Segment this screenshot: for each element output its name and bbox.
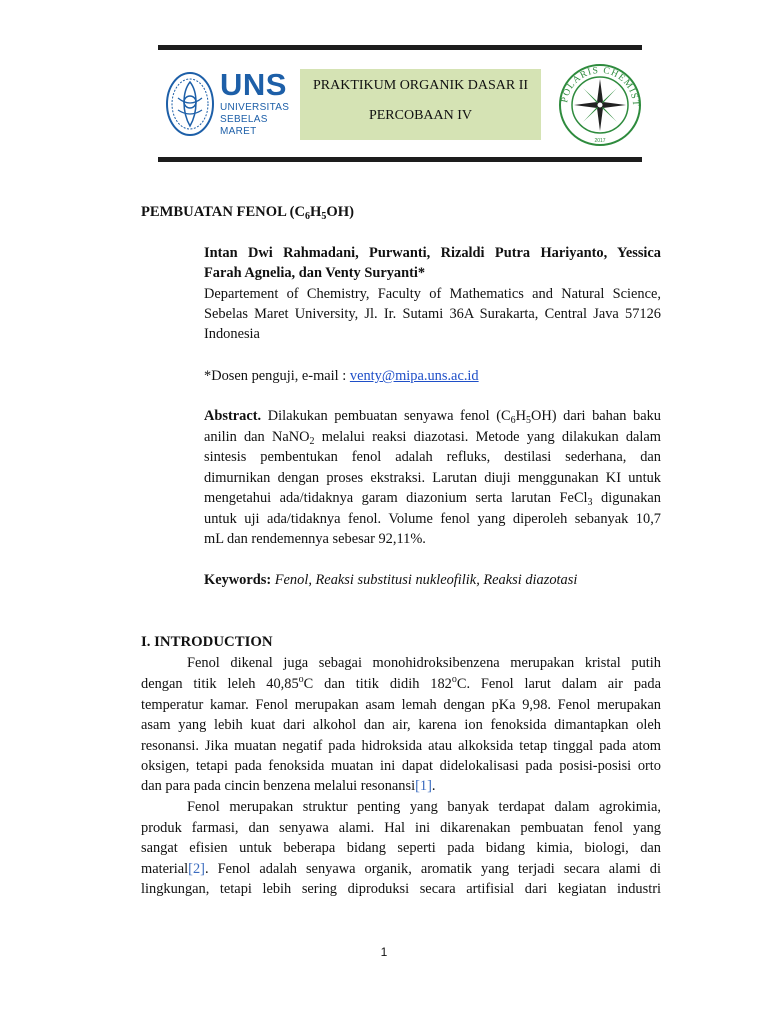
citation-2-link[interactable]: [2] xyxy=(188,861,205,877)
authors-line-1: Intan Dwi Rahmadani, Purwanti, Rizaldi Putra Hariyanto, Yessica xyxy=(204,245,661,261)
citation-1-link[interactable]: [1] xyxy=(415,778,432,794)
abstract-line-6: untuk uji ada/tidaknya fenol. Volume fenol yang diperoleh sebanyak 10,7 xyxy=(204,511,661,527)
affiliation-line-2: Sebelas Maret University, Jl. Ir. Sutami 36A Surakarta, Central Java 57126 xyxy=(204,306,661,322)
intro-p2-line-1: Fenol merupakan struktur penting yang banyak terdapat dalam agrokimia, xyxy=(187,799,661,815)
contact-line xyxy=(204,366,479,386)
uns-logo xyxy=(164,68,299,142)
uns-logo-abbr: UNS xyxy=(220,67,287,102)
abstract-line-4: dimurnikan dengan proses ekstraksi. Larutan diuji menggunakan KI untuk xyxy=(204,470,661,486)
keywords-text: Fenol, Reaksi substitusi nukleofilik, Reaksi diazotasi xyxy=(271,572,578,588)
abstract-line-1: Abstract. Dilakukan pembuatan senyawa fenol $(C_6H_5OH)$ dari bahan baku xyxy=(204,408,661,426)
intro-p1-line-4: asam yang lebih kuat dari alkohol dan air, karena ion fenoksida dimantapkan oleh xyxy=(141,717,661,733)
intro-p2-line-4: material[2]. Fenol adalah senyawa organik, aromatik yang terjadi secara alami di xyxy=(141,861,661,877)
authors-line-2: Farah Agnelia, dan Venty Suryanti* xyxy=(204,265,426,281)
polaris-chemist-logo-icon xyxy=(555,58,645,148)
intro-p1-line-2: dengan titik leleh 40,85$^o$C dan titik didih 182$^o$C. Fenol larut dalam air pada xyxy=(141,674,661,692)
abstract-line-3: sintesis pembentukan fenol adalah refluks, destilasi sederhana, dan xyxy=(204,449,661,465)
course-title: PRAKTIKUM ORGANIK DASAR II xyxy=(312,78,529,93)
compass-star-icon xyxy=(574,79,626,131)
intro-p1-line-1: Fenol dikenal juga sebagai monohidroksibenzena merupakan kristal putih xyxy=(187,655,661,671)
experiment-number: PERCOBAAN IV xyxy=(368,108,473,123)
uns-logo-line2: SEBELAS MARET xyxy=(220,114,268,137)
paper-title: PEMBUATAN FENOL $(C_6H_5OH)$ xyxy=(141,204,354,222)
uns-seal-icon xyxy=(164,68,216,138)
affiliation-line-1: Departement of Chemistry, Faculty of Mathematics and Natural Science, xyxy=(204,286,661,302)
intro-p2-line-3: sangat efisien untuk beberapa bidang seperti pada bidang kimia, biologi, dan xyxy=(141,840,661,856)
affiliation-line-3: Indonesia xyxy=(204,326,260,342)
polaris-ring-text: POLARIS CHEMIST xyxy=(560,65,641,108)
keywords-label: Keywords: xyxy=(204,572,272,588)
header-bottom-rule xyxy=(158,157,642,162)
keywords-line xyxy=(204,570,577,590)
contact-email-link[interactable]: venty@mipa.uns.ac.id xyxy=(349,368,479,384)
intro-p2-line-5: lingkungan, tetapi lebih sering diproduksi secara artifisial dari kegiatan industri xyxy=(141,881,661,897)
intro-p1-line-5: resonansi. Jika muatan negatif pada hidroksida atau alkoksida tetap tinggal pada atom xyxy=(141,738,661,754)
intro-p1-line-7: dan para pada cincin benzena melalui resonansi[1]. xyxy=(141,778,436,794)
abstract-line-7: mL dan rendemennya sebesar 92,11%. xyxy=(204,531,426,547)
intro-p1-line-6: oksigen, tetapi pada fenoksida muatan ini dapat didelokalisasi pada posisi-posisi orto xyxy=(141,758,661,774)
polaris-year: 2017 xyxy=(594,138,606,144)
uns-logo-line1: UNIVERSITAS xyxy=(220,102,290,113)
header-top-rule xyxy=(158,45,642,50)
abstract-line-5: mengetahui ada/tidaknya garam diazonium serta larutan FeCl$_3$ digunakan xyxy=(204,490,662,508)
abstract-line-2: anilin dan NaNO$_2$ melalui reaksi diazotasi. Metode yang dilakukan dalam xyxy=(204,429,661,447)
intro-p2-line-2: produk farmasi, dan senyawa alami. Hal ini dikarenakan pembuatan fenol yang xyxy=(141,820,661,836)
intro-p1-line-3: temperatur kamar. Fenol merupakan asam lemah dengan pKa 9,98. Fenol merupakan xyxy=(141,697,661,713)
course-title-box xyxy=(300,69,541,140)
abstract-label: Abstract. xyxy=(204,408,262,424)
contact-label: *Dosen penguji, e-mail : xyxy=(204,368,350,384)
page-number: 1 xyxy=(380,945,388,959)
introduction-heading: I. INTRODUCTION xyxy=(141,634,273,650)
